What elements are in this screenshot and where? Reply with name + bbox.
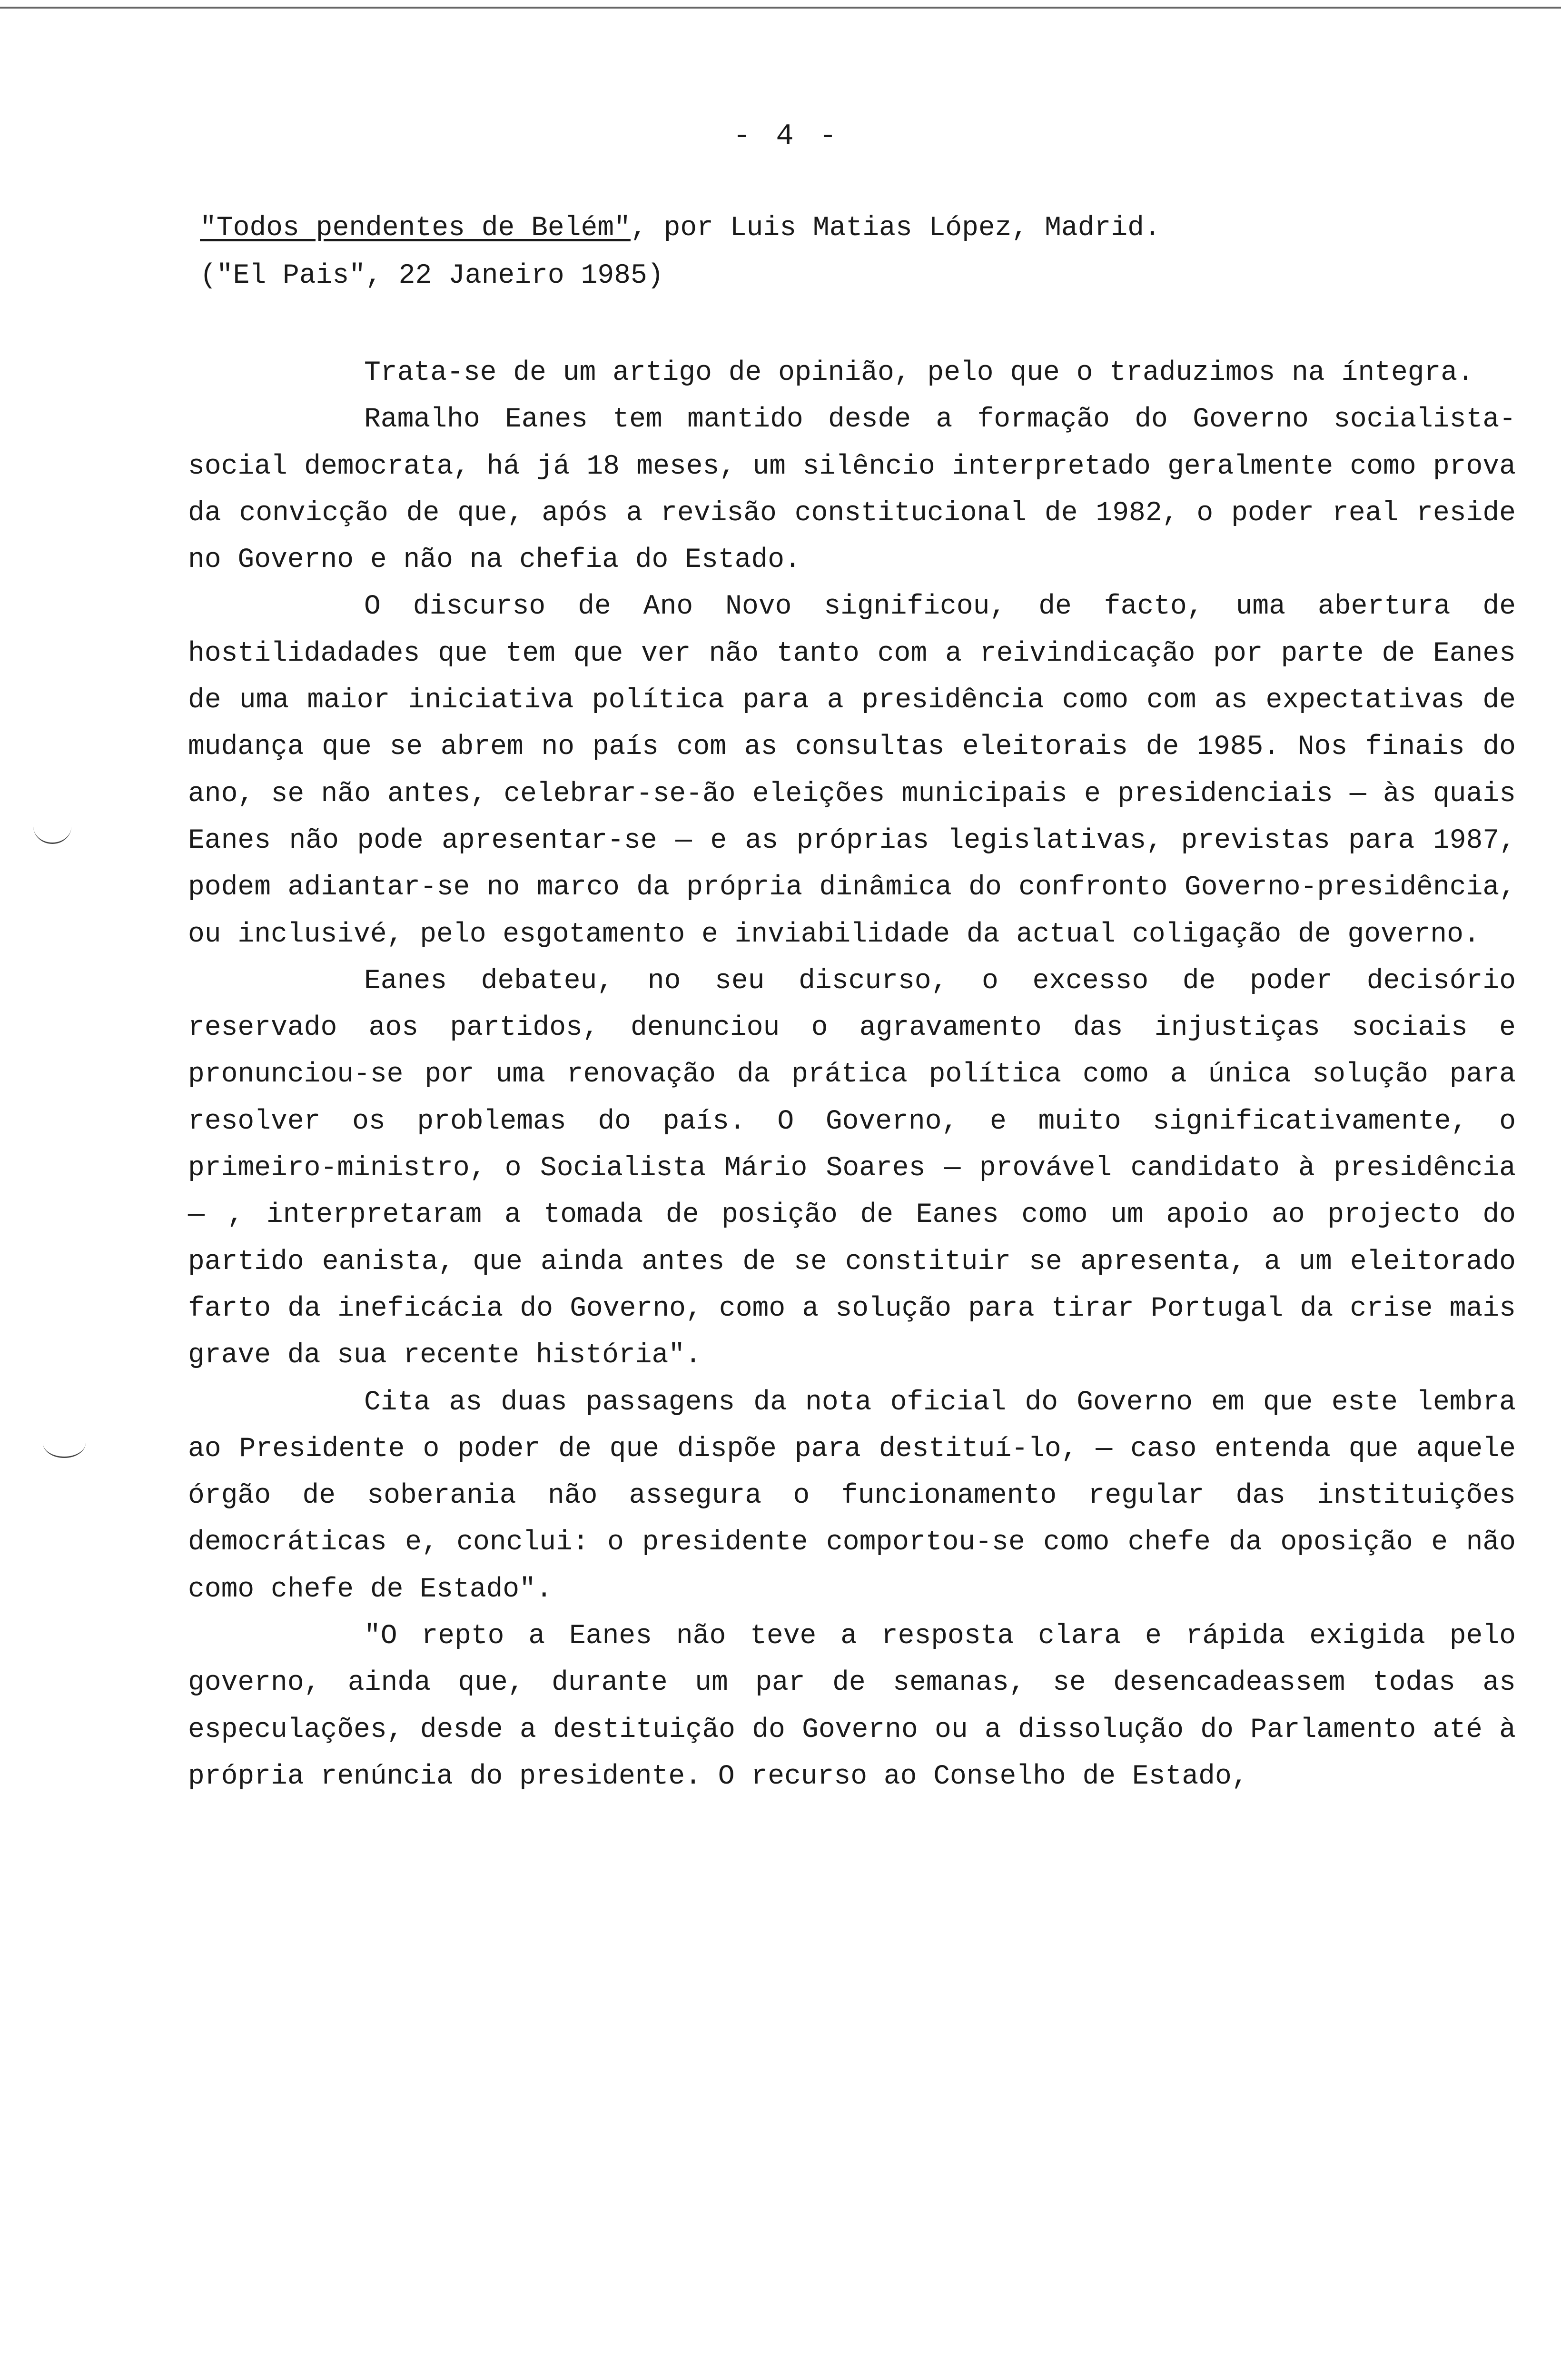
paragraph: "O repto a Eanes não teve a resposta clara e rápida exigida pelo governo, ainda que, durante um par de semanas, se desencadeassem todas as especulações, desde a destituição do Governo ou a dissolução do Parlamento até à própria renúncia do presidente. O recurso ao Conselho de Estado, (188, 1621, 1516, 1792)
article-byline: , por Luis Matias López, Madrid. (630, 213, 1161, 244)
page-number: - 4 - (733, 119, 841, 153)
paragraph: Cita as duas passagens da nota oficial do Governo em que este lembra ao Presidente o poder de que dispõe para destituí-lo, — caso entenda que aquele órgão de soberania não assegura o funcionamento regular das instituições democráticas e, conclui: o presidente comportou-se como chefe da oposição e não como chefe de Estado". (188, 1387, 1516, 1605)
article-body (188, 350, 1516, 1800)
paragraph-intro: Trata-se de um artigo de opinião, pelo que o traduzimos na íntegra. (364, 357, 1474, 388)
top-border-line (0, 7, 1561, 9)
article-citation (200, 205, 1532, 252)
article-title: "Todos pendentes de Belém" (200, 213, 631, 244)
paragraph: Ramalho Eanes tem mantido desde a formação do Governo socialista-social democrata, há já 18 meses, um silêncio interpretado geralmente como prova da convicção de que, após a revisão constitucional de 1982, o poder real reside no Governo e não na chefia do Estado. (188, 404, 1516, 576)
margin-mark (43, 1428, 86, 1458)
paragraph: O discurso de Ano Novo significou, de facto, uma abertura de hostilidadades que tem que ver não tanto com a reivindicação por parte de Eanes de uma maior iniciativa política para a presidência como com as expectativas de mudança que se abrem no país com as consultas eleitorais de 1985. Nos finais do ano, se não antes, celebrar-se-ão eleições municipais e presidenciais — às quais Eanes não pode apresentar-se — e as próprias legislativas, previstas para 1987, podem adiantar-se no marco da própria dinâmica do confronto Governo-presidência, ou inclusivé, pelo esgotamento e inviabilidade da actual coligação de governo. (188, 591, 1516, 950)
article-header (200, 205, 1532, 300)
paragraph: Eanes debateu, no seu discurso, o excesso de poder decisório reservado aos partidos, denunciou o agravamento das injustiças sociais e pronunciou-se por uma renovação da prática política como a única solução para resolver os problemas do país. O Governo, e muito significativamente, o primeiro-ministro, o Socialista Mário Soares — provável candidato à presidência — , interpretaram a tomada de posição de Eanes como um apoio ao projecto do partido eanista, que ainda antes de se constituir se apresenta, a um eleitorado farto da ineficácia do Governo, como a solução para tirar Portugal da crise mais grave da sua recente história". (188, 965, 1516, 1371)
margin-mark (33, 809, 71, 844)
article-source: ("El Pais", 22 Janeiro 1985) (200, 260, 664, 291)
